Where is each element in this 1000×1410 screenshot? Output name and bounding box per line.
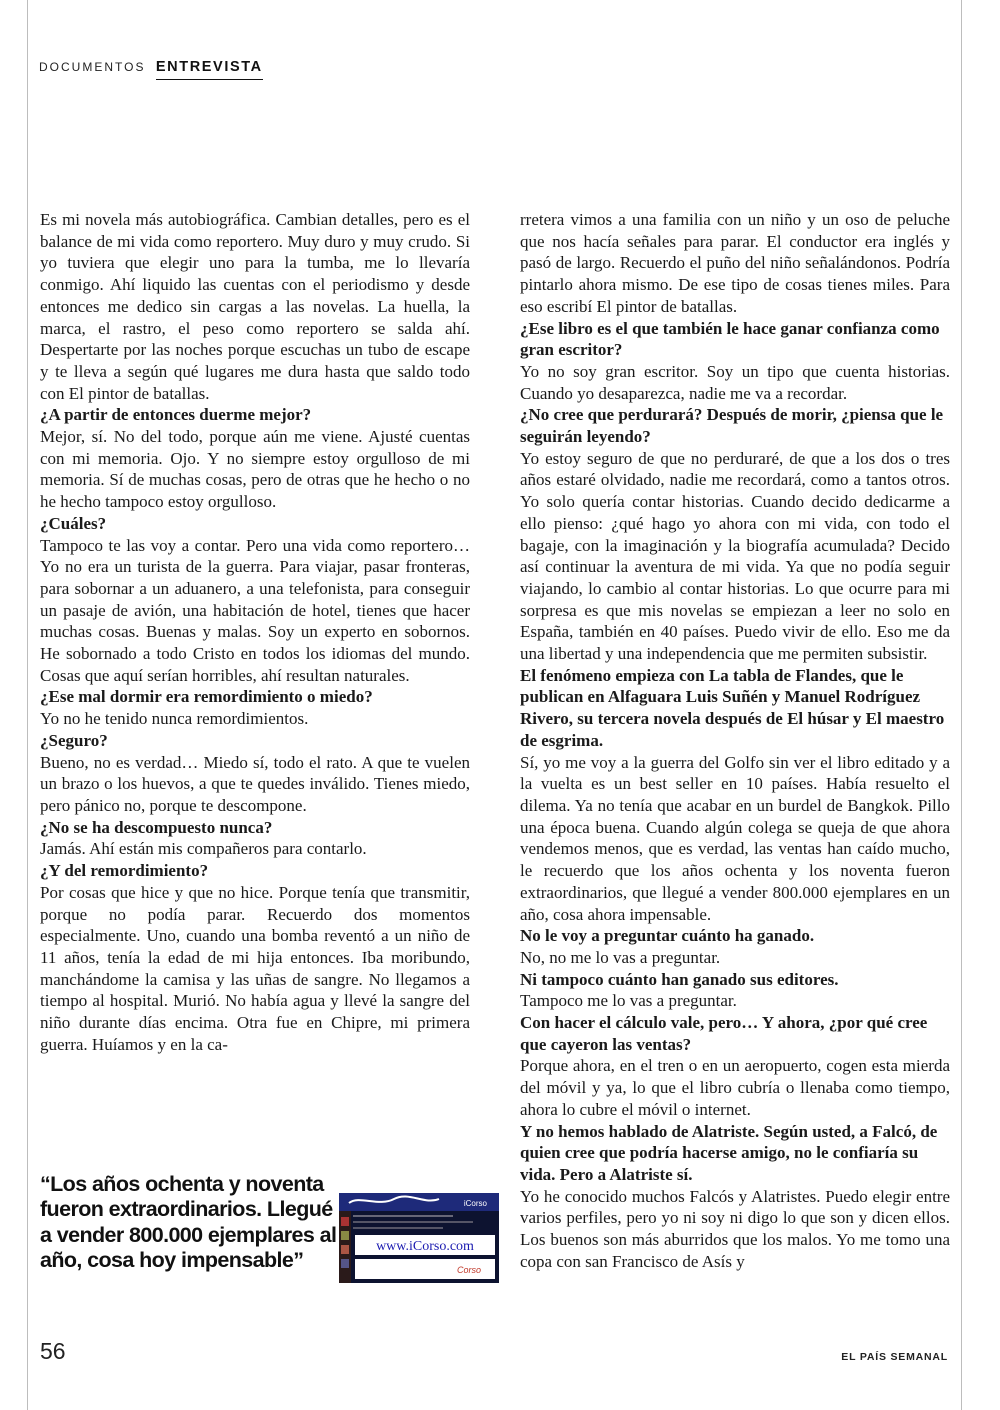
thumbnail-url: www.iCorso.com [376, 1239, 474, 1254]
interview-answer: Bueno, no es verdad… Miedo sí, todo el rato. A que te vuelen un brazo o los huevos, a que te quedes inválido. Tienes miedo, pero pánico no, porque te descompone. [40, 752, 470, 815]
interview-question: ¿Ese libro es el que también le hace ganar confianza como gran escritor? [520, 318, 940, 360]
interview-answer: Yo he conocido muchos Falcós y Alatristes. Puedo elegir entre varios perfiles, pero yo ni soy ni digo lo que son y dicen ellos. Los buenos son más aburridos que los malos. Yo me tomo una copa con san Francisco de Asís y [520, 1186, 950, 1271]
thumbnail-banner: iCorso [463, 1199, 487, 1208]
section-label: DOCUMENTOS [39, 60, 146, 74]
right-text-column [520, 209, 950, 1272]
interview-question: ¿Ese mal dormir era remordimiento o miedo? [40, 687, 373, 707]
interview-answer: Jamás. Ahí están mis compañeros para contarlo. [40, 839, 367, 859]
interview-answer: Tampoco me lo vas a preguntar. [520, 991, 737, 1011]
interview-answer: Porque ahora, en el tren o en un aeropuerto, cogen esta mierda del móvil y ya, lo que el libro cubría o llenaba como tiempo, ahora lo cubre el móvil o internet. [520, 1056, 950, 1119]
interview-question: ¿A partir de entonces duerme mejor? [40, 405, 312, 425]
interview-question: ¿Cuáles? [40, 513, 107, 533]
interview-question: ¿Y del remordimiento? [40, 861, 209, 881]
publication-name: EL PAÍS SEMANAL [841, 1351, 948, 1363]
subsection-label: ENTREVISTA [156, 59, 263, 80]
left-margin-rule [27, 0, 28, 1410]
interview-question: ¿Seguro? [40, 730, 108, 750]
interview-answer: Yo no he tenido nunca remordimientos. [40, 709, 309, 729]
interview-answer: Sí, yo me voy a la guerra del Golfo sin ver el libro editado y a la vuelta es un best seller en 10 países. Había resuelto el dilema. Ya no tenía que acabar en un burdel de Bangkok. Pillo una época buena. Cuando algún colega se queja de que ahora vendemos menos, que es verdad, las ventas han caído mucho, le recuerdo que los años ochenta y los noventa fueron extraordinarios, que llegué a vender 800.000 ejemplares en un año, cosa ahora impensable. [520, 752, 950, 924]
interview-question: ¿No cree que perdurará? Después de morir, ¿piensa que le seguirán leyendo? [520, 405, 944, 447]
interview-answer: Yo no soy gran escritor. Soy un tipo que cuenta historias. Cuando yo desaparezca, nadie me va a recordar. [520, 361, 950, 403]
page-header [39, 58, 263, 80]
interview-answer: Por cosas que hice y que no hice. Porque tenía que transmitir, porque no podía parar. Recuerdo dos momentos especialmente. Uno, cuando una bomba reventó a un niño de 11 años, tenía la edad de mi hija entonces. Iba moribundo, manchándome la camisa y las uñas de sangre. No llegamos a tiempo al hospital. Murió. No había agua y llevé la sangre del niño durante días encima. Otra fue en Chipre, mi primera guerra. Huíamos y en la ca- [40, 882, 470, 1054]
interview-answer: No, no me lo vas a preguntar. [520, 947, 721, 967]
interview-answer: Tampoco te las voy a contar. Pero una vida como reportero… Yo no era un turista de la guerra. Para viajar, pasar fronteras, para sobornar a un aduanero, a una telefonista, para conseguir un pasaje de avión, una habitación de hotel, tienes que hacer muchas cosas. Buenas y malas. Soy un experto en sobornos. He sobornado a todo Cristo en todos los idiomas del mundo. Cosas que aquí serían horribles, ahí resultan naturales. [40, 535, 470, 685]
thumbnail-logo: Corso [456, 1265, 482, 1275]
interview-answer: Yo estoy seguro de que no perduraré, de que a los dos o tres años estaré olvidado, nadie me recordará, como a tantos otros. Yo solo quería contar historias. Cuando decido dedicarme a ello pienso: ¿qué hago yo ahora con mi vida, con todo el bagaje, con la imaginación y la biografía acumulada? Decido así continuar la aventura de mi vida. Ya que no podía seguir viajando, lo cambio al contar historias. Lo que ocurre para mi sorpresa es que mis novelas se empiezan a leer no solo en España, también en 40 países. Puedo vivir de ello. Eso me da una libertad y una independencia que me permiten subsistir. [520, 448, 950, 664]
interview-question: Y no hemos hablado de Alatriste. Según usted, a Falcó, de quien cree que podría hacerse amigo, no le confiaría su vida. Pero a Alatriste sí. [520, 1121, 938, 1184]
page-number: 56 [40, 1338, 66, 1364]
interview-question: Con hacer el cálculo vale, pero… Y ahora, ¿por qué cree que cayeron las ventas? [520, 1013, 928, 1054]
right-margin-rule [961, 0, 962, 1410]
interview-answer: Es mi novela más autobiográfica. Cambian detalles, pero es el balance de mi vida como reportero. Muy duro y muy crudo. Si yo tuviera que elegir uno para la tumba, me lo llevaría conmigo. Ahí liquido las cuentas con el periodismo y desde entonces me dedico sin cargas a las novelas. La huella, la marca, el rastro, el peso como reportero se salda ahí. Despertarte por las noches porque escuchas un tubo de escape y te lleva a según qué lugares me dura hasta que saldo todo con El pintor de batallas. [40, 210, 470, 403]
interview-answer: rretera vimos a una familia con un niño y un oso de peluche que nos hacía señales para parar. El conductor era inglés y pasó de largo. Recuerdo el puño del niño señalándonos. Podría pintarlo ahora mismo. De ese tipo de cosas tienes miles. Para eso escribí El pintor de batallas. [520, 210, 950, 316]
left-text-column [40, 209, 470, 1055]
interview-question: ¿No se ha descompuesto nunca? [40, 817, 273, 837]
pull-quote: “Los años ochenta y noventa fueron extraordinarios. Llegué a vender 800.000 ejemplares al año, cosa hoy impensable” [40, 1172, 337, 1273]
website-thumbnail-image [339, 1193, 499, 1283]
interview-answer: Mejor, sí. No del todo, porque aún me viene. Ajusté cuentas con mi memoria. Ojo. Y no siempre estoy orgulloso de mi memoria. Sí de muchas cosas, pero de otras que he hecho o no he hecho tampoco estoy orgulloso. [40, 427, 470, 512]
interview-question: No le voy a preguntar cuánto ha ganado. [520, 926, 815, 946]
interview-question: El fenómeno empieza con La tabla de Flandes, que le publican en Alfaguara Luis Suñén y Manuel Rodríguez Rivero, su tercera novela después de El húsar y El maestro de esgrima. [520, 665, 945, 750]
interview-question: Ni tampoco cuánto han ganado sus editores. [520, 969, 839, 989]
